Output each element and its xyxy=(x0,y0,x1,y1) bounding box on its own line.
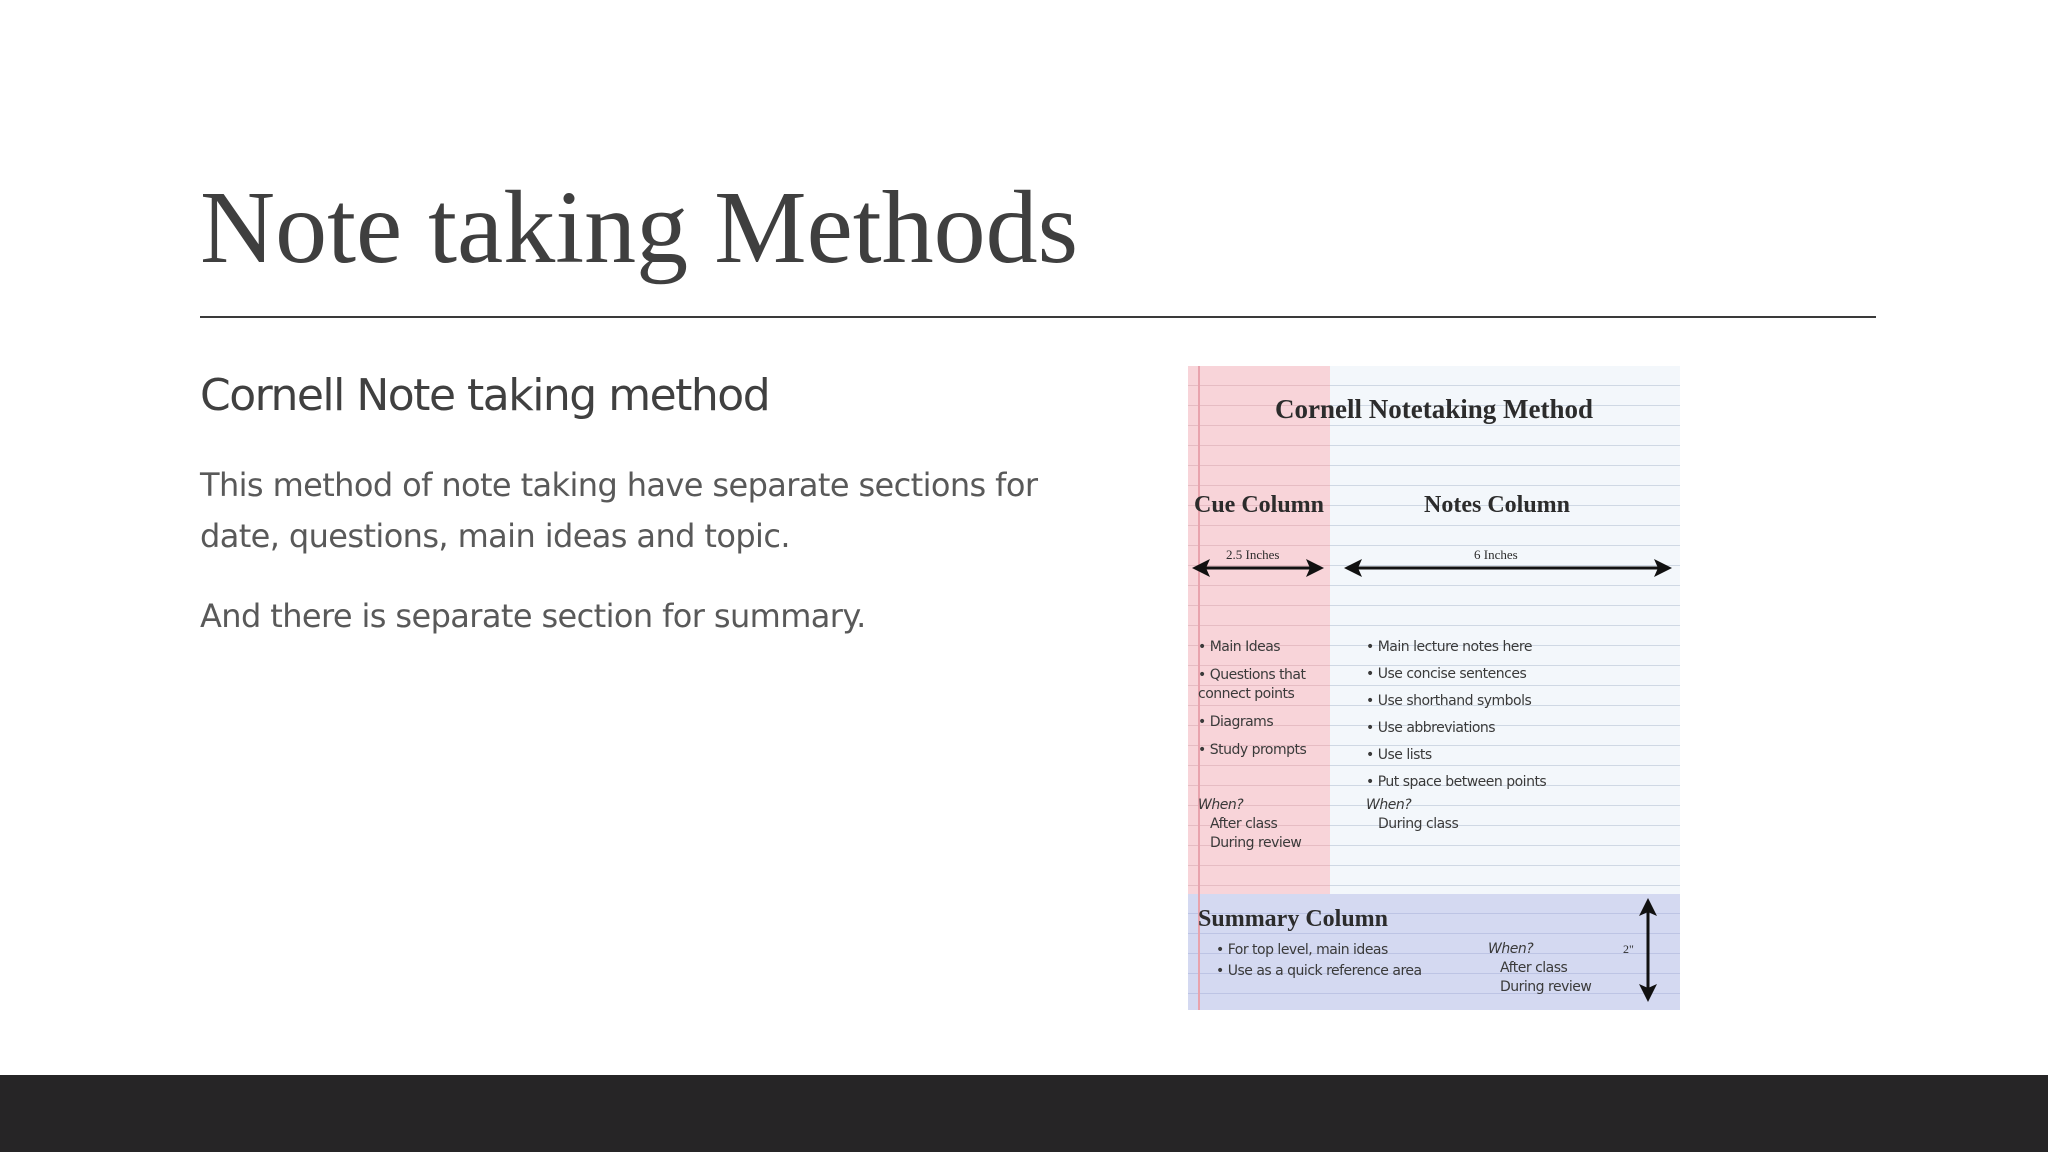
cue-when xyxy=(1198,796,1301,853)
summary-when xyxy=(1488,940,1591,997)
list-item: • Use as a quick reference area xyxy=(1216,963,1422,979)
slide-title: Note taking Methods xyxy=(200,170,1079,285)
title-divider xyxy=(200,316,1876,318)
summary-items xyxy=(1216,940,1422,982)
notes-items xyxy=(1366,638,1546,800)
notes-column-heading: Notes Column xyxy=(1424,492,1571,518)
list-item: • Put space between points xyxy=(1366,774,1547,790)
footer-band xyxy=(0,1075,2048,1152)
when-label: When? xyxy=(1366,797,1412,813)
when-value: After class During review xyxy=(1210,816,1302,851)
when-label: When? xyxy=(1198,797,1244,813)
list-item: • Questions that connect points xyxy=(1198,667,1306,702)
cue-column-heading: Cue Column xyxy=(1194,492,1325,518)
image-title: Cornell Notetaking Method xyxy=(1275,394,1593,424)
list-item: • Use concise sentences xyxy=(1366,666,1527,682)
list-item: • Use lists xyxy=(1366,747,1432,763)
notes-when xyxy=(1366,796,1458,834)
cue-items xyxy=(1198,638,1318,769)
cue-width-label: 2.5 Inches xyxy=(1226,547,1280,562)
body-paragraph-1: This method of note taking have separate sections for date, questions, main ideas and topic. xyxy=(200,466,1038,555)
list-item: • Main lecture notes here xyxy=(1366,639,1532,655)
body-paragraph-2: And there is separate section for summary. xyxy=(200,597,866,635)
notes-width-label: 6 Inches xyxy=(1474,547,1518,562)
list-item: • Use abbreviations xyxy=(1366,720,1496,736)
when-value: During class xyxy=(1378,816,1459,832)
cornell-method-image xyxy=(1188,366,1680,1010)
list-item: • Study prompts xyxy=(1198,742,1307,758)
list-item: • Main Ideas xyxy=(1198,639,1281,655)
list-item: • For top level, main ideas xyxy=(1216,942,1388,958)
list-item: • Diagrams xyxy=(1198,714,1274,730)
list-item: • Use shorthand symbols xyxy=(1366,693,1532,709)
when-value: After class During review xyxy=(1500,960,1592,995)
summary-height-label: 2" xyxy=(1623,942,1634,956)
slide-subtitle: Cornell Note taking method xyxy=(200,370,770,421)
summary-column-heading: Summary Column xyxy=(1198,906,1389,932)
when-label: When? xyxy=(1488,941,1534,957)
